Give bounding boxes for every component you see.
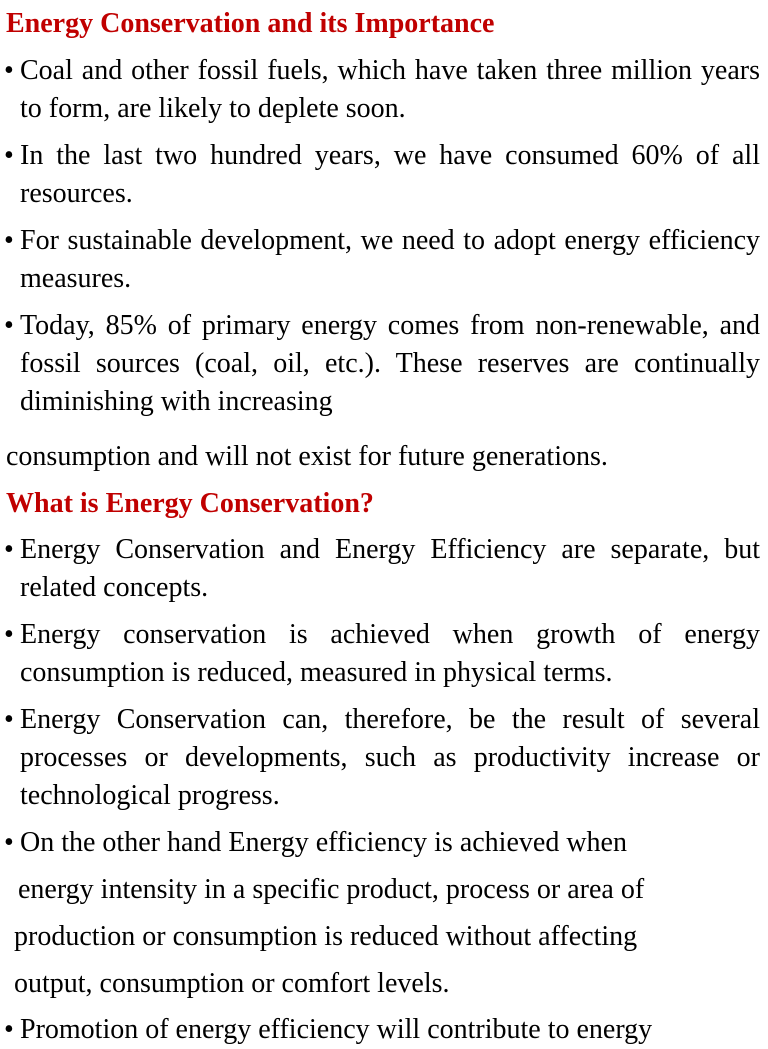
continuation-line: production or consumption is reduced without affecting — [14, 921, 638, 952]
bullet-text: In the last two hundred years, we have consumed 60% of all resources. — [20, 140, 760, 209]
continuation-line: output, consumption or comfort levels. — [14, 968, 450, 999]
bullet-text: Energy Conservation can, therefore, be the result of several processes or developments, such as productivity increase or technological progress. — [20, 704, 760, 811]
bullet-item-cut-off — [4, 1011, 760, 1049]
bullet-text: Coal and other fossil fuels, which have taken three million years to form, are likely to deplete soon. — [20, 55, 760, 124]
bullet-marker: • — [4, 310, 14, 341]
bullet-item-fossil-fuels — [4, 52, 760, 128]
bullet-item-primary-energy — [4, 307, 760, 421]
bullet-marker: • — [4, 140, 14, 171]
bullet-marker: • — [4, 225, 14, 256]
continuation-line: energy intensity in a specific product, process or area of — [18, 874, 645, 905]
bullet-item-efficiency-achieved — [4, 824, 760, 862]
bullet-marker: • — [4, 1014, 14, 1045]
bullet-marker: • — [4, 704, 14, 735]
bullet-marker: • — [4, 534, 14, 565]
bullet-marker: • — [4, 827, 14, 858]
bullet-item-conservation-achieved — [4, 616, 760, 692]
bullet-item-separate-concepts — [4, 531, 760, 607]
bullet-text: For sustainable development, we need to adopt energy efficiency measures. — [20, 225, 760, 294]
bullet-text: Promotion of energy efficiency will contribute to energy — [20, 1014, 653, 1045]
bullet-text: On the other hand Energy efficiency is achieved when — [20, 827, 627, 858]
bullet-marker: • — [4, 55, 14, 86]
bullet-text: Energy Conservation and Energy Efficiency are separate, but related concepts. — [20, 534, 760, 603]
bullet-item-conservation-result — [4, 701, 760, 815]
bullet-text: Today, 85% of primary energy comes from non-renewable, and fossil sources (coal, oil, etc.). These reserves are continually diminishing with increasing — [20, 310, 760, 417]
bullet-marker: • — [4, 619, 14, 650]
bullet-text: Energy conservation is achieved when growth of energy consumption is reduced, measured in physical terms. — [20, 619, 760, 688]
bullet-item-sustainable-development — [4, 222, 760, 298]
section-title-importance: Energy Conservation and its Importance — [6, 8, 495, 39]
continuation-text: consumption and will not exist for future generations. — [6, 441, 608, 472]
bullet-item-resources-consumed — [4, 137, 760, 213]
section-title-what-is: What is Energy Conservation? — [6, 488, 374, 519]
